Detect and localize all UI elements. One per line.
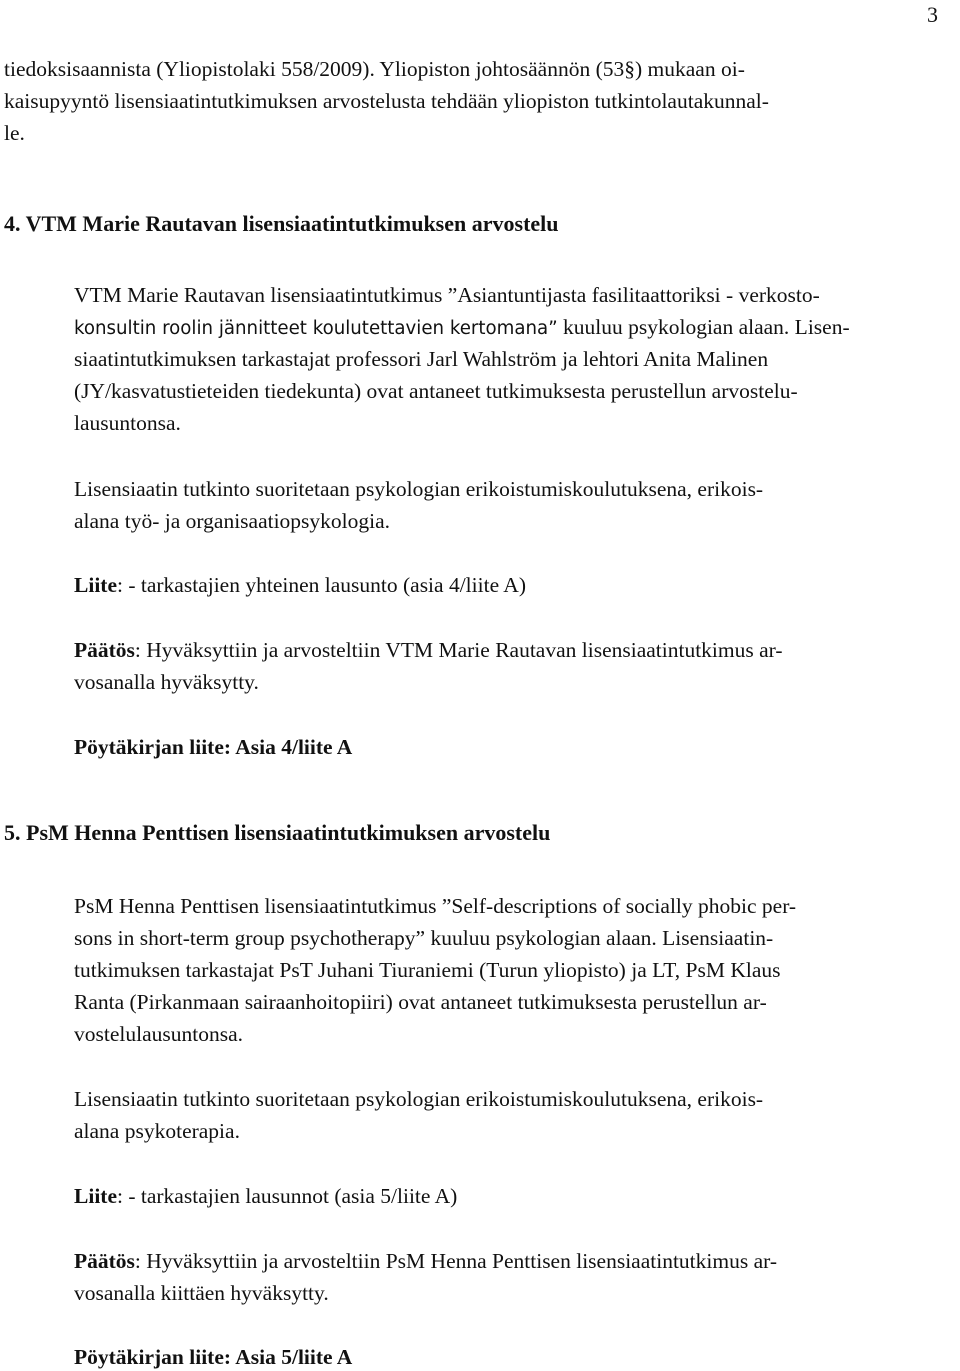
item5-heading: 5. PsM Henna Penttisen lisensiaatintutkimuksen arvostelu — [4, 820, 551, 845]
item4-para1-line: (JY/kasvatustieteiden tiedekunta) ovat antaneet tutkimuksesta perustellun arvostelu- — [74, 379, 798, 403]
item5-poytakirja: Pöytäkirjan liite: Asia 5/liite A — [74, 1345, 353, 1369]
thesis-title-fragment: konsultin roolin jännitteet koulutettavien kertomana” — [74, 318, 558, 339]
item5-para1-line: tutkimuksen tarkastajat PsT Juhani Tiuraniemi (Turun yliopisto) ja LT, PsM Klaus — [74, 958, 781, 982]
item5-para1-line: vostelulausuntonsa. — [74, 1022, 243, 1046]
item4-liite — [74, 571, 526, 599]
liite-label: Liite — [74, 573, 117, 597]
liite-text: : - tarkastajien yhteinen lausunto (asia 4/liite A) — [117, 573, 526, 597]
item5-paatos-line2: vosanalla kiittäen hyväksytty. — [74, 1281, 329, 1305]
item5-para1-line: Ranta (Pirkanmaan sairaanhoitopiiri) ovat antaneet tutkimuksesta perustellun ar- — [74, 990, 767, 1014]
liite-text: : - tarkastajien lausunnot (asia 5/liite A) — [117, 1184, 458, 1208]
liite-label: Liite — [74, 1184, 117, 1208]
paatos-text: : Hyväksyttiin ja arvosteltiin PsM Henna Penttisen lisensiaatintutkimus ar- — [134, 1249, 778, 1273]
item4-paatos — [74, 636, 783, 664]
item5-para2-line: alana psykoterapia. — [74, 1119, 240, 1143]
intro-line: kaisupyyntö lisensiaatintutkimuksen arvostelusta tehdään yliopiston tutkintolautakunnal- — [4, 89, 769, 113]
item5-liite — [74, 1182, 457, 1210]
item4-heading: 4. VTM Marie Rautavan lisensiaatintutkimuksen arvostelu — [4, 211, 559, 236]
item4-para1-line: VTM Marie Rautavan lisensiaatintutkimus ”Asiantuntijasta fasilitaattoriksi - verkosto- — [74, 283, 820, 307]
item4-para2-line: Lisensiaatin tutkinto suoritetaan psykologian erikoistumiskoulutuksena, erikois- — [74, 477, 764, 501]
intro-line: le. — [4, 121, 25, 145]
intro-line: tiedoksisaannista (Yliopistolaki 558/2009). Yliopiston johtosäännön (53§) mukaan oi- — [4, 57, 745, 81]
paatos-label: Päätös — [74, 1249, 135, 1273]
item5-para2-line: Lisensiaatin tutkinto suoritetaan psykologian erikoistumiskoulutuksena, erikois- — [74, 1087, 764, 1111]
item5-para1-line: PsM Henna Penttisen lisensiaatintutkimus ”Self-descriptions of socially phobic per- — [74, 894, 797, 918]
page-number: 3 — [927, 2, 938, 27]
item4-para1-fragment: kuuluu psykologian alaan. Lisen- — [557, 315, 850, 339]
item4-poytakirja: Pöytäkirjan liite: Asia 4/liite A — [74, 735, 353, 759]
item4-para1-line: lausuntonsa. — [74, 411, 181, 435]
item5-paatos — [74, 1247, 777, 1275]
paatos-label: Päätös — [74, 638, 135, 662]
paatos-text: : Hyväksyttiin ja arvosteltiin VTM Marie Rautavan lisensiaatintutkimus ar- — [134, 638, 783, 662]
item4-para2-line: alana työ- ja organisaatiopsykologia. — [74, 509, 391, 533]
item5-para1-line: sons in short-term group psychotherapy” kuuluu psykologian alaan. Lisensiaatin- — [74, 926, 774, 950]
item4-para1-line — [74, 313, 850, 343]
item4-para1-line: siaatintutkimuksen tarkastajat professori Jarl Wahlström ja lehtori Anita Malinen — [74, 347, 769, 371]
item4-paatos-line2: vosanalla hyväksytty. — [74, 670, 259, 694]
